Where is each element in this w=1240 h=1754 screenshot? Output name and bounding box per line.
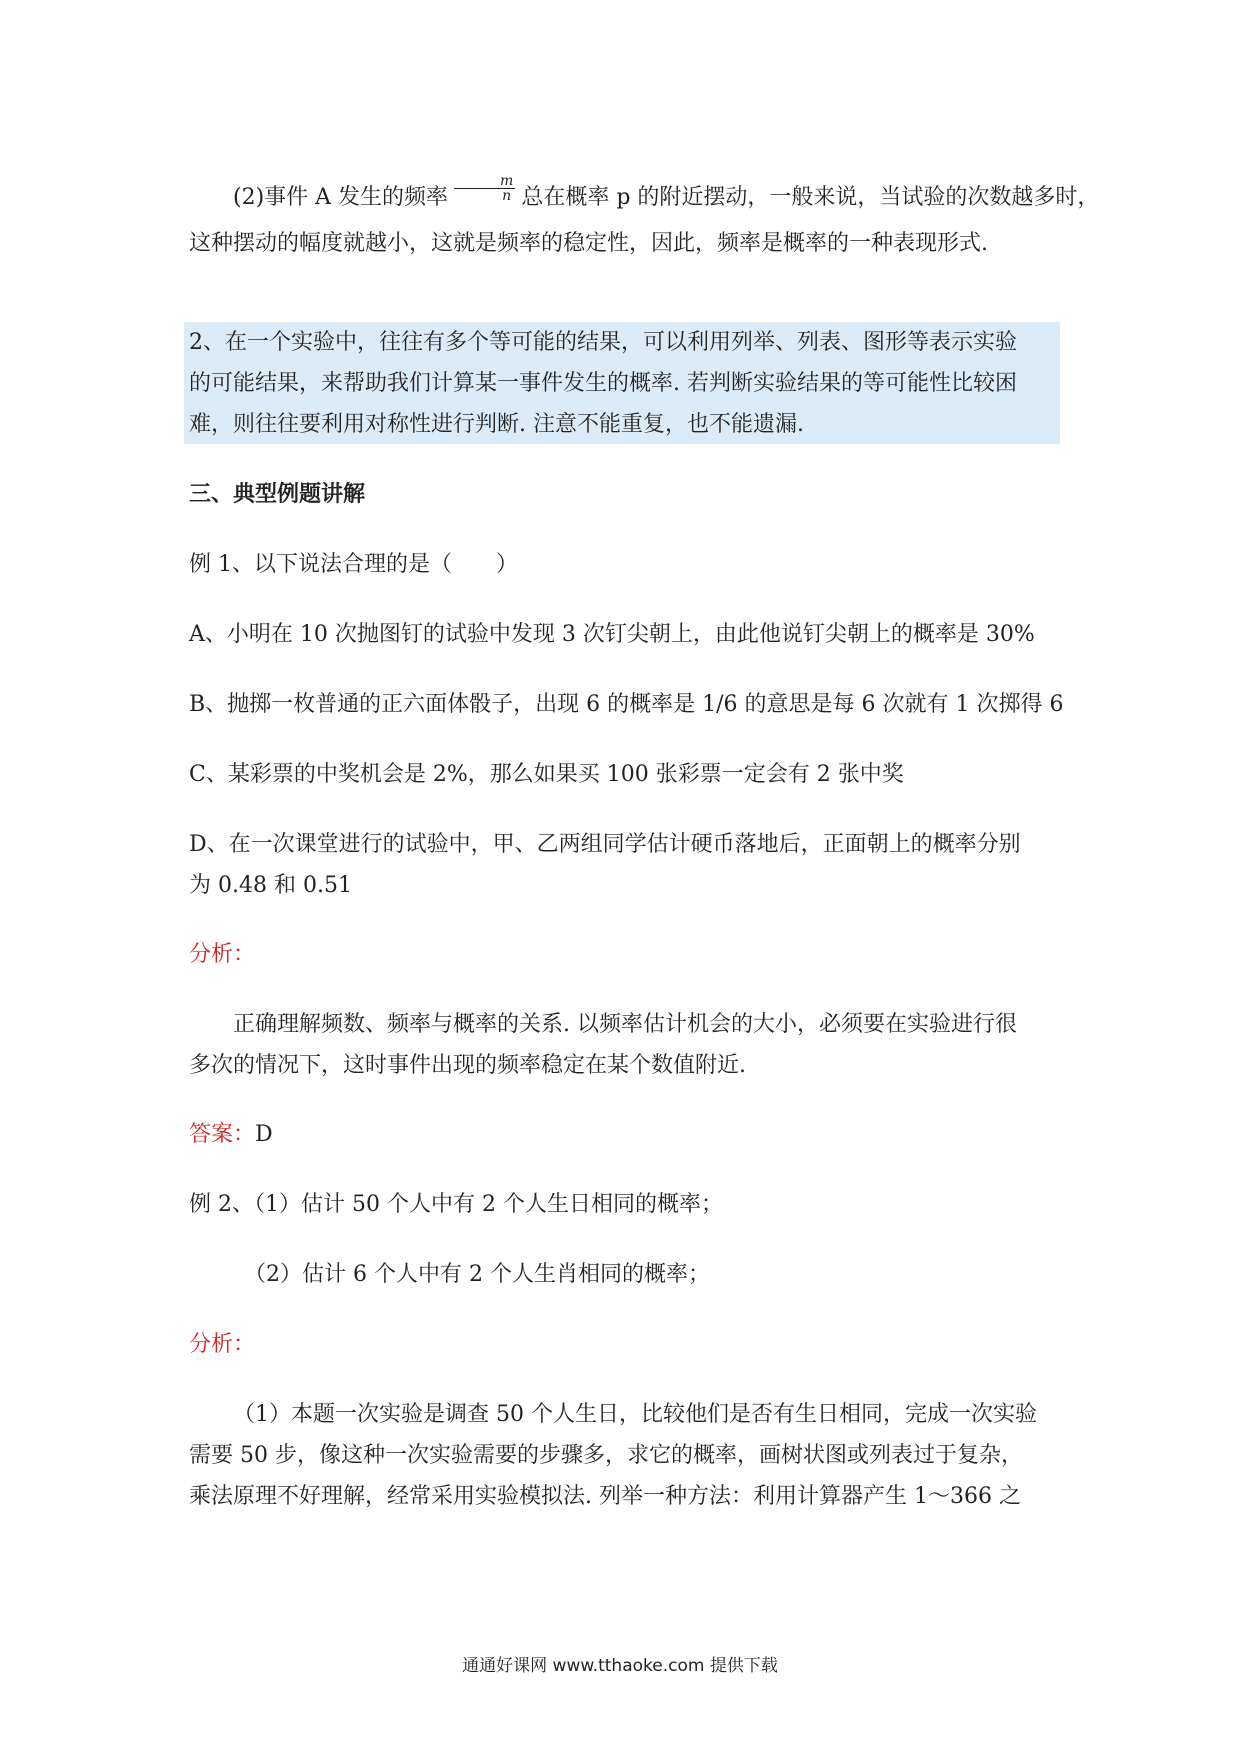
example-1-option-c: C、某彩票的中奖机会是 2%，那么如果买 100 张彩票一定会有 2 张中奖 xyxy=(189,762,904,787)
example-1-option-d xyxy=(189,824,1059,906)
example-1-question: 例 1、以下说法合理的是（ ） xyxy=(189,552,518,577)
answer-label: 答案： xyxy=(189,1122,256,1147)
frequency-text-end: 总在概率 p 的附近摆动，一般来说，当试验的次数越多时， xyxy=(521,185,1100,210)
frequency-text-start: (2)事件 A 发生的频率 xyxy=(233,185,449,210)
example-1-analysis-line-1: 正确理解频数、频率与概率的关系. 以频率估计机会的大小，必须要在实验进行很 xyxy=(233,1012,1017,1037)
example-2-question-1: 例 2、（1）估计 50 个人中有 2 个人生日相同的概率； xyxy=(189,1192,723,1217)
example-2-analysis-label: 分析： xyxy=(189,1332,256,1357)
frequency-line-1 xyxy=(189,172,1100,218)
equally-likely-line-3: 难，则往往要利用对称性进行判断. 注意不能重复，也不能遗漏. xyxy=(189,412,804,437)
example-2-question-2: （2）估计 6 个人中有 2 个人生肖相同的概率； xyxy=(244,1262,710,1287)
example-1-analysis-line-2: 多次的情况下，这时事件出现的频率稳定在某个数值附近. xyxy=(189,1053,746,1078)
page-footer: 通通好课网 www.tthaoke.com 提供下载 xyxy=(462,1656,778,1676)
fraction-denominator: n xyxy=(502,187,512,204)
fraction-m-over-n xyxy=(454,174,515,203)
option-d-line-1: D、在一次课堂进行的试验中，甲、乙两组同学估计硬币落地后，正面朝上的概率分别 xyxy=(189,832,1021,857)
fraction-numerator: m xyxy=(454,174,515,189)
frequency-paragraph xyxy=(189,172,1100,264)
equally-likely-line-1: 2、在一个实验中，往往有多个等可能的结果，可以利用列举、列表、图形等表示实验 xyxy=(189,330,1017,355)
answer-value: D xyxy=(255,1122,273,1147)
section-title: 三、典型例题讲解 xyxy=(189,482,366,507)
example-1-option-b: B、抛掷一枚普通的正六面体骰子，出现 6 的概率是 1/6 的意思是每 6 次就有 1 次掷得 6 xyxy=(189,692,1064,717)
example-1-analysis xyxy=(189,1004,1059,1086)
example-2-analysis xyxy=(189,1394,1059,1517)
equally-likely-paragraph xyxy=(189,322,1059,445)
option-d-line-2: 为 0.48 和 0.51 xyxy=(189,873,352,898)
example-2-analysis-line-2: 需要 50 步，像这种一次实验需要的步骤多，求它的概率，画树状图或列表过于复杂， xyxy=(189,1443,1023,1468)
example-2-analysis-line-1: （1）本题一次实验是调查 50 个人生日，比较他们是否有生日相同，完成一次实验 xyxy=(233,1402,1037,1427)
example-1-answer xyxy=(189,1114,1059,1155)
example-2-analysis-line-3: 乘法原理不好理解，经常采用实验模拟法. 列举一种方法：利用计算器产生 1～366 之 xyxy=(189,1484,1021,1509)
frequency-line-2: 这种摆动的幅度就越小，这就是频率的稳定性，因此，频率是概率的一种表现形式. xyxy=(189,231,988,256)
example-1-option-a: A、小明在 10 次抛图钉的试验中发现 3 次钉尖朝上，由此他说钉尖朝上的概率是 30% xyxy=(189,622,1035,647)
example-1-analysis-label: 分析： xyxy=(189,942,256,967)
equally-likely-line-2: 的可能结果，来帮助我们计算某一事件发生的概率. 若判断实验结果的等可能性比较困 xyxy=(189,371,1017,396)
